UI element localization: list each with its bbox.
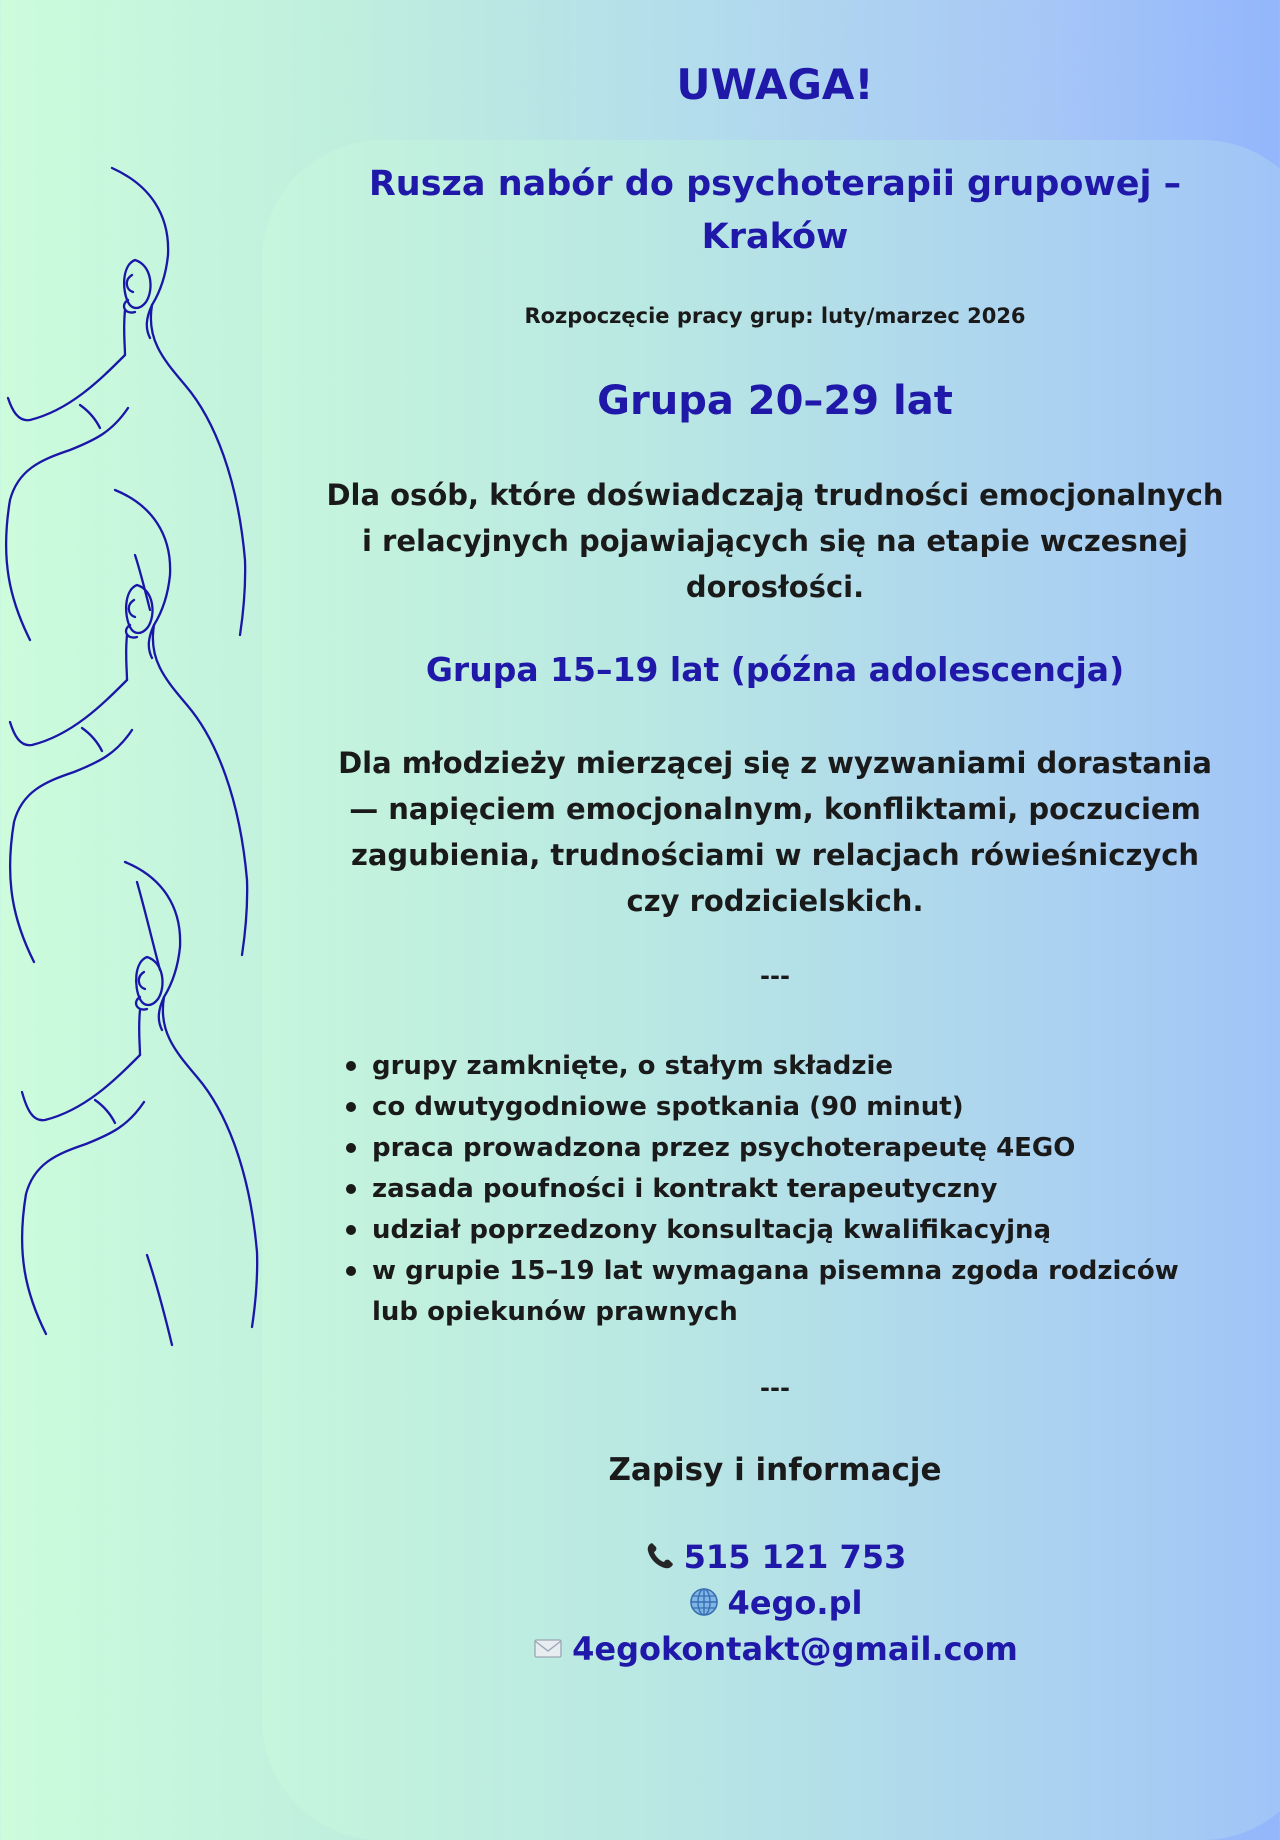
bullet-dot-icon: [346, 1102, 356, 1112]
figure-2: [10, 490, 247, 962]
contact-email[interactable]: [300, 1626, 1250, 1672]
bullet-dot-icon: [346, 1225, 356, 1235]
bullet-dot-icon: [346, 1061, 356, 1071]
group-teen-description-line: zagubienia, trudnościami w relacjach rówieśniczych: [350, 838, 1200, 872]
group-teen-description-line: — napięciem emocjonalnym, konfliktami, poczuciem: [349, 792, 1201, 826]
contact-website[interactable]: [300, 1580, 1250, 1626]
list-item: [340, 1046, 1220, 1087]
email-link[interactable]: 4egokontakt@gmail.com: [572, 1630, 1018, 1668]
bullet-dot-icon: [346, 1266, 356, 1276]
separator: ---: [760, 962, 790, 990]
list-item-text: zasada poufności i kontrakt terapeutyczny: [372, 1174, 998, 1204]
bullet-dot-icon: [346, 1143, 356, 1153]
phone-icon: [644, 1540, 676, 1572]
group-teen-heading: Grupa 15–19 lat (późna adolescencja): [425, 650, 1125, 689]
group-adult-description-line: i relacyjnych pojawiających się na etapie wczesnej: [362, 524, 1188, 558]
list-item-text: udział poprzedzony konsultacją kwalifikacyjną: [372, 1215, 1052, 1245]
group-adult-heading: Grupa 20–29 lat: [597, 378, 953, 424]
list-item: [340, 1169, 1220, 1210]
list-item-text: w grupie 15–19 lat wymagana pisemna zgoda rodziców lub opiekunów prawnych: [372, 1256, 1179, 1327]
group-adult-description-line: Dla osób, które doświadczają trudności emocjonalnych: [326, 478, 1224, 512]
website-link[interactable]: 4ego.pl: [727, 1584, 863, 1622]
start-date-info: Rozpoczęcie pracy grup: luty/marzec 2026: [524, 304, 1026, 328]
list-item: [340, 1210, 1220, 1251]
list-item-text: co dwutygodniowe spotkania (90 minut): [372, 1092, 964, 1122]
group-teen-description-line: Dla młodzieży mierzącej się z wyzwaniami dorastania: [338, 746, 1212, 780]
contact-phone[interactable]: [300, 1534, 1250, 1580]
features-list: [340, 1046, 1220, 1333]
group-adult-description-line: dorosłości.: [685, 570, 865, 604]
separator: ---: [760, 1374, 790, 1402]
group-teen-description-line: czy rodzicielskich.: [626, 884, 924, 918]
signup-heading: Zapisy i informacje: [608, 1452, 942, 1488]
phone-number[interactable]: 515 121 753: [683, 1538, 907, 1576]
list-item-text: praca prowadzona przez psychoterapeutę 4EGO: [372, 1133, 1076, 1163]
recruitment-headline-line-2: Kraków: [701, 217, 849, 257]
list-item: [340, 1251, 1220, 1333]
bullet-dot-icon: [346, 1184, 356, 1194]
page-title: UWAGA!: [676, 60, 874, 109]
list-item-text: grupy zamknięte, o stałym składzie: [372, 1051, 894, 1081]
list-item: [340, 1087, 1220, 1128]
human-figures-illustration: [0, 0, 290, 1400]
envelope-icon: [532, 1632, 564, 1664]
group-teen-description: [300, 740, 1250, 924]
recruitment-headline-line-1: Rusza nabór do psychoterapii grupowej –: [368, 164, 1182, 204]
globe-icon: [688, 1586, 720, 1618]
figure-1: [6, 168, 245, 640]
contact-info: [300, 1534, 1250, 1672]
group-adult-description: [300, 472, 1250, 610]
recruitment-headline: [300, 158, 1250, 264]
figure-3: [22, 862, 257, 1345]
list-item: [340, 1128, 1220, 1169]
